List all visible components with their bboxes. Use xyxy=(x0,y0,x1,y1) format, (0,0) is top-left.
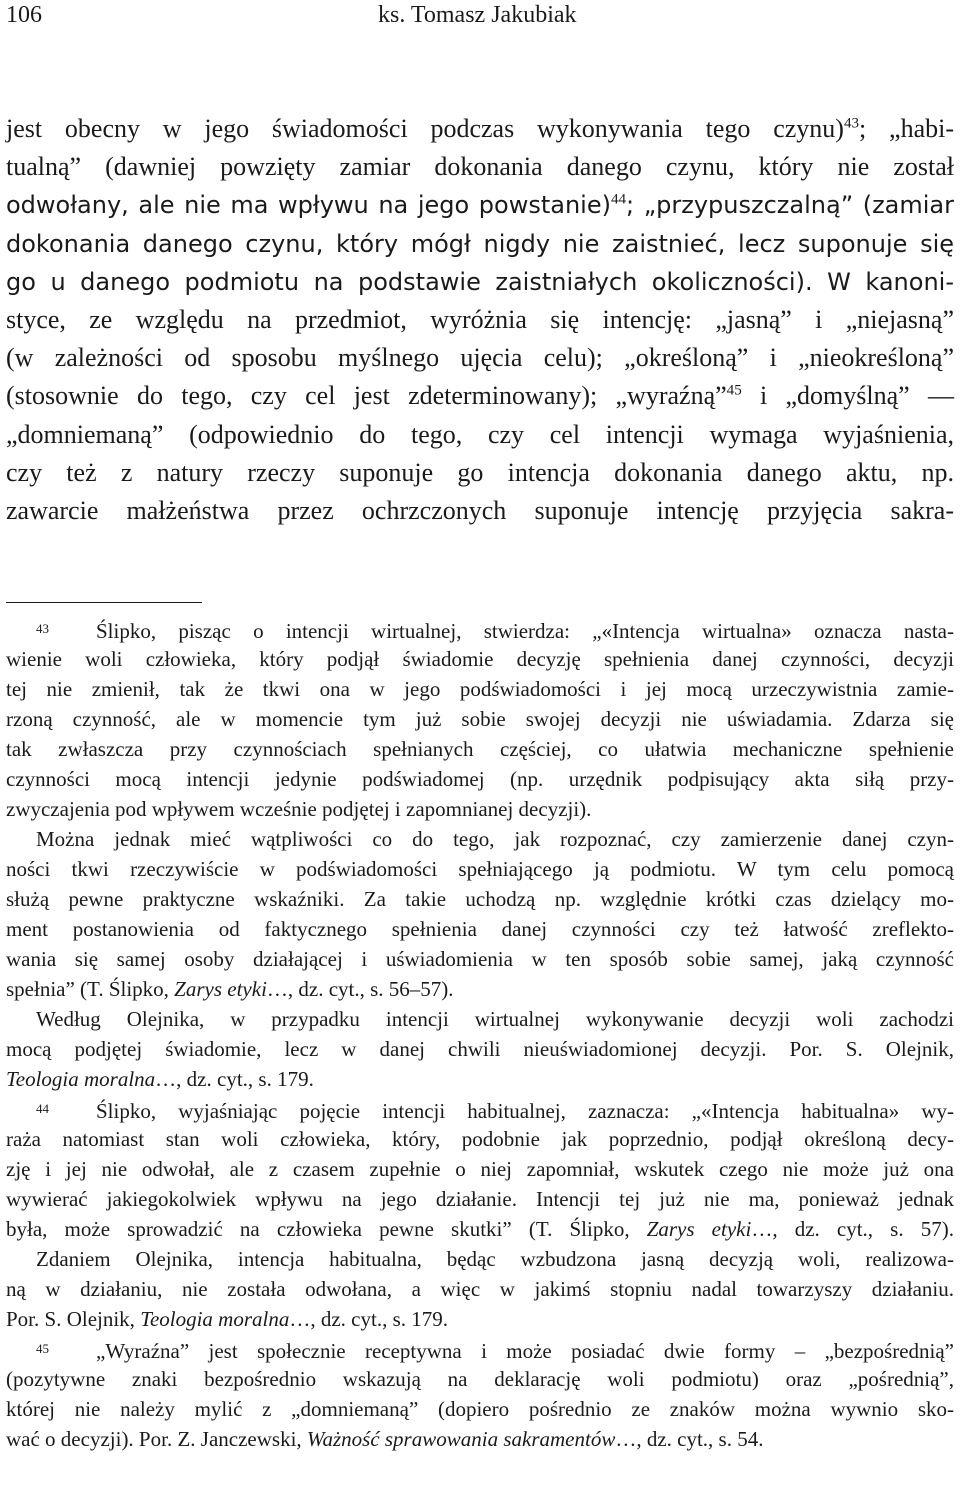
footnote-43-line: ment postanowienia od faktycznego spełnienia danej czynności czy też łatwość zreflekto- xyxy=(6,917,954,941)
page-header xyxy=(6,0,954,40)
footnote-44-line: 44 Ślipko, wyjaśniając pojęcie intencji habitualnej, zaznacza: „«Intencja habitualna» wy- xyxy=(6,1094,954,1124)
footnote-45-line: 45 „Wyraźna” jest społecznie receptywna i może posiadać dwie formy – „bezpośrednią” xyxy=(6,1334,954,1364)
footnote-44-line: raża natomiast stan woli człowieka, który, podobnie jak poprzednio, podjął określoną decy- xyxy=(6,1127,954,1151)
footnote-43-line: wienie woli człowieka, który podjął świadomie decyzję spełnienia danej czynności, decyzji xyxy=(6,647,954,671)
footnote-44-line: Zdaniem Olejnika, intencja habitualna, będąc wzbudzona jasną decyzją woli, realizowa- xyxy=(36,1247,954,1271)
footnote-43-line: służą pewne praktyczne wskaźniki. Za takie uchodzą np. względnie krótki czas dzielący mo- xyxy=(6,887,954,911)
footnote-43-line: Można jednak mieć wątpliwości co do tego, jak rozpoznać, czy zamierzenie danej czyn- xyxy=(36,827,954,851)
footnote-44-line: zję i jej nie odwołał, ale z czasem zupełnie o niej zapomniał, wskutek czego nie może już ona xyxy=(6,1157,954,1181)
main-line: dokonania danego czynu, który mógł nigdy nie zaistnieć, lecz suponuje się xyxy=(6,229,954,258)
footnote-43-line: tak zwłaszcza przy czynnościach spełnianych częściej, co ułatwia mechaniczne spełnienie xyxy=(6,737,954,761)
main-text xyxy=(6,110,954,530)
main-line: go u danego podmiotu na podstawie zaistniałych okoliczności). W kanoni- xyxy=(6,267,954,296)
footnote-43-line: zwyczajenia pod wpływem wcześnie podjętej i zapomnianej decyzji). xyxy=(6,797,592,821)
footnote-number-43: 43 xyxy=(36,621,49,636)
footnote-ref-44[interactable]: 44 xyxy=(610,192,627,209)
footnote-number-44: 44 xyxy=(36,1101,49,1116)
footnotes xyxy=(6,614,954,1454)
footnote-44-line: była, może sprowadzić na człowieka pewne skutki” (T. Ślipko, Zarys etyki…, dz. cyt., s. 57). xyxy=(6,1217,954,1241)
footnote-43-line: rzoną czynność, ale w momencie tym już sobie swojej decyzji nie uświadamia. Zdarza się xyxy=(6,707,954,731)
main-line: zawarcie małżeństwa przez ochrzczonych suponuje intencję przyjęcia sakra- xyxy=(6,495,954,525)
main-line: (stosownie do tego, czy cel jest zdeterminowany); „wyraźną”$^{45}$ i „domyślną” — xyxy=(6,381,954,411)
footnote-ref-45[interactable]: 45 xyxy=(726,382,742,399)
main-line: styce, ze względu na przedmiot, wyróżnia się intencję: „jasną” i „niejasną” xyxy=(6,304,954,334)
main-line: odwołany, ale nie ma wpływu na jego powstanie)$^{44}$; „przypuszczalną” (zamiar xyxy=(6,191,954,220)
footnote-44-line: ną w działaniu, nie została odwołana, a więc w jakimś stopniu nadal towarzyszy działaniu. xyxy=(6,1277,954,1301)
main-line: czy też z natury rzeczy suponuje go intencja dokonania danego aktu, np. xyxy=(6,457,954,487)
footnote-number-45: 45 xyxy=(36,1341,49,1356)
main-line: tualną” (dawniej powzięty zamiar dokonania danego czynu, który nie został xyxy=(6,152,954,182)
footnote-45-line: (pozytywne znaki bezpośrednio wskazują na deklarację woli podmiotu) oraz „pośrednią”, xyxy=(6,1367,954,1391)
footnote-44-line: Por. S. Olejnik, Teologia moralna…, dz. cyt., s. 179. xyxy=(6,1307,449,1331)
footnote-43-line: tej nie zmienił, tak że tkwi ona w jego podświadomości i jej mocą urzeczywistnia zamie- xyxy=(6,677,954,701)
footnote-43-line: Według Olejnika, w przypadku intencji wirtualnej wykonywanie decyzji woli zachodzi xyxy=(36,1007,954,1031)
footnote-ref-43[interactable]: 43 xyxy=(843,115,860,132)
main-line: „domniemaną” (odpowiednio do tego, czy cel intencji wymaga wyjaśnienia, xyxy=(6,419,954,449)
running-head: ks. Tomasz Jakubiak xyxy=(378,2,577,28)
page-number: 106 xyxy=(6,2,42,28)
footnote-43-line: spełnia” (T. Ślipko, Zarys etyki…, dz. cyt., s. 56–57). xyxy=(6,977,454,1001)
footnote-45-line: wać o decyzji). Por. Z. Janczewski, Ważność sprawowania sakramentów…, dz. cyt., s. 54. xyxy=(6,1427,764,1451)
footnote-43-line: 43 Ślipko, pisząc o intencji wirtualnej, stwierdza: „«Intencja wirtualna» oznacza nasta- xyxy=(6,614,954,644)
footnote-separator xyxy=(6,602,202,603)
footnote-43-line: ności tkwi rzeczywiście w podświadomości spełniającego ją podmiotu. W tym celu pomocą xyxy=(6,857,954,881)
footnote-44-line: wywierać jakiegokolwiek wpływu na jego działanie. Intencji tej już nie ma, ponieważ jednak xyxy=(6,1187,954,1211)
footnote-45-line: której nie należy mylić z „domniemaną” (dopiero pośrednio ze znaków można wywnio sko- xyxy=(6,1397,954,1421)
footnote-43-line: wania się samej osoby działającej i uświadomienia w ten sposób sobie samej, jaką czynność xyxy=(6,947,954,971)
main-line: (w zależności od sposobu myślnego ujęcia celu); „określoną” i „nieokreśloną” xyxy=(6,343,954,373)
main-line: jest obecny w jego świadomości podczas wykonywania tego czynu)$^{43}$; „habi- xyxy=(6,114,954,143)
footnote-43-line: czynności mocą intencji jedynie podświadomej (np. urzędnik podpisujący akta siłą przy- xyxy=(6,767,954,791)
footnote-43-line: mocą podjętej świadomie, lecz w danej chwili nieuświadomionej decyzji. Por. S. Olejnik, xyxy=(6,1037,954,1061)
footnote-43-line: Teologia moralna…, dz. cyt., s. 179. xyxy=(6,1067,314,1091)
